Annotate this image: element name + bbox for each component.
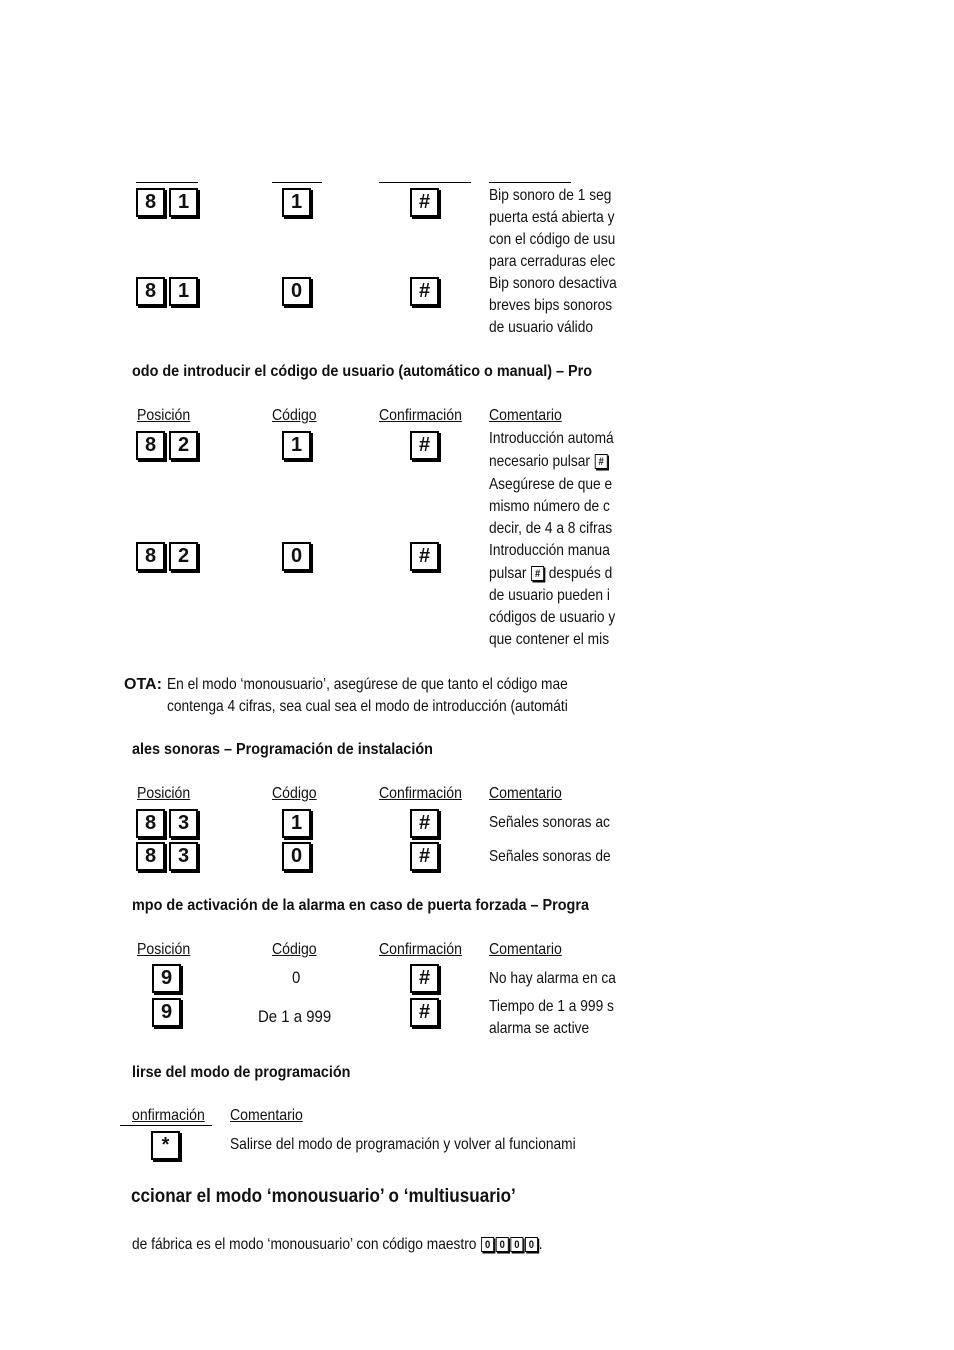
comment-text: pulsar bbox=[489, 565, 527, 582]
body-text-span: de fábrica es el modo ‘monousuario’ con código maestro bbox=[132, 1236, 477, 1253]
key-position-digit: 8 bbox=[136, 809, 165, 838]
key-position-digit: 2 bbox=[169, 431, 198, 460]
comment-line: Bip sonoro desactiva bbox=[489, 275, 617, 292]
comment-line: puerta está abierta y bbox=[489, 209, 615, 226]
comment-line: Introducción manua bbox=[489, 542, 610, 559]
key-code-digit: 0 bbox=[282, 542, 311, 571]
key-confirm-hash: # bbox=[410, 277, 439, 306]
comment-text: necesario pulsar bbox=[489, 453, 590, 470]
comment-line: Señales sonoras ac bbox=[489, 814, 610, 831]
comment-line: decir, de 4 a 8 cifras bbox=[489, 520, 613, 537]
key-position-digit: 8 bbox=[136, 277, 165, 306]
body-text bbox=[132, 1234, 543, 1256]
comment-text: después d bbox=[548, 565, 613, 582]
section-heading: ales sonoras – Programación de instalación bbox=[132, 741, 433, 758]
code-value: 0 bbox=[292, 968, 301, 987]
column-header-position: Posición bbox=[137, 941, 191, 958]
column-header-comment: Comentario bbox=[230, 1107, 303, 1124]
comment-line: con el código de usu bbox=[489, 231, 616, 248]
key-confirm-hash: # bbox=[410, 188, 439, 217]
key-code-digit: 0 bbox=[282, 842, 311, 871]
column-header-confirmation: onfirmación bbox=[132, 1107, 205, 1124]
master-code-key: 0 bbox=[525, 1237, 538, 1252]
key-position-digit: 3 bbox=[169, 809, 198, 838]
comment-line: alarma se active bbox=[489, 1020, 590, 1037]
comment-line: Salirse del modo de programación y volver al funcionami bbox=[230, 1136, 576, 1153]
comment-line: breves bips sonoros bbox=[489, 297, 613, 314]
comment-line: Señales sonoras de bbox=[489, 848, 611, 865]
key-position-digit: 3 bbox=[169, 842, 198, 871]
column-header-comment: Comentario bbox=[489, 407, 562, 424]
key-position-digit: 1 bbox=[169, 188, 198, 217]
comment-line bbox=[489, 563, 612, 585]
comment-line: Tiempo de 1 a 999 s bbox=[489, 998, 614, 1015]
key-confirm-hash: # bbox=[410, 542, 439, 571]
key-code-digit: 1 bbox=[282, 431, 311, 460]
key-code-digit: 1 bbox=[282, 188, 311, 217]
note-text: contenga 4 cifras, sea cual sea el modo de introducción (automáti bbox=[167, 698, 568, 715]
section-heading: lirse del modo de programación bbox=[132, 1064, 351, 1081]
key-star: * bbox=[151, 1131, 180, 1160]
master-code-key: 0 bbox=[510, 1237, 523, 1252]
period: . bbox=[538, 1236, 543, 1253]
key-confirm-hash: # bbox=[410, 809, 439, 838]
comment-line: para cerraduras elec bbox=[489, 253, 616, 270]
key-confirm-hash: # bbox=[410, 964, 439, 993]
header-rule bbox=[379, 182, 471, 183]
section-heading: mpo de activación de la alarma en caso de puerta forzada – Progra bbox=[132, 897, 589, 914]
comment-line: de usuario pueden i bbox=[489, 587, 610, 604]
key-position-digit: 8 bbox=[136, 542, 165, 571]
column-header-position: Posición bbox=[137, 785, 191, 802]
note-label: OTA: bbox=[124, 676, 162, 693]
comment-line: códigos de usuario y bbox=[489, 609, 616, 626]
column-header-confirmation: Confirmación bbox=[379, 941, 462, 958]
master-code-key: 0 bbox=[496, 1237, 509, 1252]
comment-line: No hay alarma en ca bbox=[489, 970, 616, 987]
comment-line: Introducción automá bbox=[489, 430, 614, 447]
key-code-digit: 0 bbox=[282, 277, 311, 306]
key-position-digit: 2 bbox=[169, 542, 198, 571]
comment-line: mismo número de c bbox=[489, 498, 610, 515]
key-position-digit: 8 bbox=[136, 431, 165, 460]
column-header-code: Código bbox=[272, 941, 317, 958]
inline-hash-key: # bbox=[531, 566, 544, 581]
column-header-comment: Comentario bbox=[489, 785, 562, 802]
column-header-confirmation: Confirmación bbox=[379, 785, 462, 802]
column-header-code: Código bbox=[272, 407, 317, 424]
key-position-digit: 9 bbox=[152, 998, 181, 1027]
column-header-confirmation: Confirmación bbox=[379, 407, 462, 424]
header-rule bbox=[136, 182, 198, 183]
key-position-digit: 9 bbox=[152, 964, 181, 993]
column-header-comment: Comentario bbox=[489, 941, 562, 958]
code-value: De 1 a 999 bbox=[258, 1007, 332, 1026]
column-header-code: Código bbox=[272, 785, 317, 802]
comment-line bbox=[489, 451, 608, 473]
column-header-position: Posición bbox=[137, 407, 191, 424]
section-heading: ccionar el modo ‘monousuario’ o ‘multiusuario’ bbox=[131, 1186, 516, 1207]
key-confirm-hash: # bbox=[410, 998, 439, 1027]
header-rule bbox=[272, 182, 322, 183]
comment-line: Asegúrese de que e bbox=[489, 476, 613, 493]
section-heading: odo de introducir el código de usuario (automático o manual) – Pro bbox=[132, 363, 593, 380]
key-position-digit: 8 bbox=[136, 842, 165, 871]
note-text: En el modo ‘monousuario’, asegúrese de que tanto el código mae bbox=[167, 676, 568, 693]
key-position-digit: 8 bbox=[136, 188, 165, 217]
key-code-digit: 1 bbox=[282, 809, 311, 838]
comment-line: que contener el mis bbox=[489, 631, 610, 648]
key-confirm-hash: # bbox=[410, 431, 439, 460]
key-position-digit: 1 bbox=[169, 277, 198, 306]
comment-line: Bip sonoro de 1 seg bbox=[489, 187, 612, 204]
key-confirm-hash: # bbox=[410, 842, 439, 871]
master-code-key: 0 bbox=[481, 1237, 494, 1252]
header-rule bbox=[120, 1125, 212, 1126]
inline-hash-key: # bbox=[595, 454, 608, 469]
comment-line: de usuario válido bbox=[489, 319, 594, 336]
header-rule bbox=[489, 182, 571, 183]
